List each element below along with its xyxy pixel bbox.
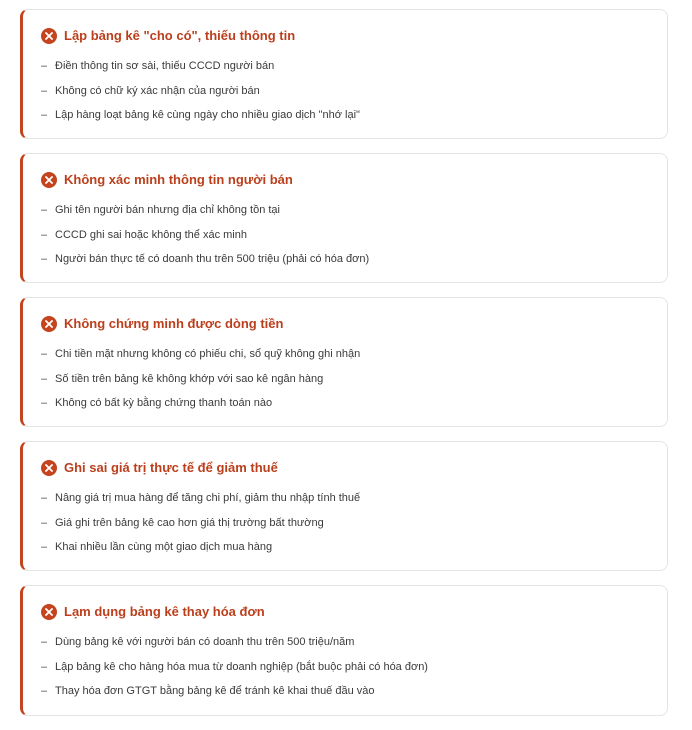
list-item <box>41 486 647 511</box>
dash-bullet: – <box>41 685 48 698</box>
list-item <box>41 198 647 223</box>
bullet-list <box>41 486 647 560</box>
close-circle-icon <box>41 28 57 44</box>
card-header <box>41 26 647 46</box>
item-text: Ghi tên người bán nhưng địa chỉ không tồn tại <box>55 204 280 217</box>
close-circle-icon <box>41 172 57 188</box>
bullet-list <box>41 54 647 128</box>
card-header <box>41 458 647 478</box>
list-item <box>41 367 647 392</box>
item-text: Người bán thực tế có doanh thu trên 500 triệu (phải có hóa đơn) <box>55 253 370 266</box>
mistake-card <box>20 153 668 283</box>
item-text: Dùng bảng kê với người bán có doanh thu trên 500 triệu/năm <box>55 636 355 649</box>
dash-bullet: – <box>41 372 48 385</box>
list-item <box>41 342 647 367</box>
mistake-card <box>20 9 668 139</box>
card-title: Ghi sai giá trị thực tế để giảm thuế <box>64 460 278 475</box>
item-text: Lập bảng kê cho hàng hóa mua từ doanh nghiệp (bắt buộc phải có hóa đơn) <box>55 660 428 673</box>
list-item <box>41 79 647 104</box>
list-item <box>41 391 647 416</box>
item-text: Không có bất kỳ bằng chứng thanh toán nào <box>55 397 273 410</box>
dash-bullet: – <box>41 492 48 505</box>
mistake-card <box>20 585 668 716</box>
item-text: Điền thông tin sơ sài, thiếu CCCD người bán <box>55 60 275 73</box>
card-title: Không chứng minh được dòng tiền <box>64 316 284 331</box>
item-text: Giá ghi trên bảng kê cao hơn giá thị trường bất thường <box>55 516 324 529</box>
item-text: CCCD ghi sai hoặc không thể xác minh <box>55 228 247 241</box>
list-item <box>41 655 647 680</box>
list-item <box>41 511 647 536</box>
bullet-list <box>41 198 647 272</box>
dash-bullet: – <box>41 397 48 410</box>
dash-bullet: – <box>41 109 48 122</box>
dash-bullet: – <box>41 204 48 217</box>
close-circle-icon <box>41 460 57 476</box>
item-text: Khai nhiều lần cùng một giao dịch mua hàng <box>55 541 273 554</box>
bullet-list <box>41 342 647 416</box>
card-title: Lập bảng kê "cho có", thiếu thông tin <box>64 28 296 43</box>
card-title: Lạm dụng bảng kê thay hóa đơn <box>64 604 265 619</box>
mistake-card <box>20 297 668 427</box>
dash-bullet: – <box>41 660 48 673</box>
list-item <box>41 54 647 79</box>
dash-bullet: – <box>41 636 48 649</box>
item-text: Lập hàng loạt bảng kê cùng ngày cho nhiều giao dịch "nhớ lại" <box>55 109 360 122</box>
dash-bullet: – <box>41 84 48 97</box>
item-text: Không có chữ ký xác nhận của người bán <box>55 84 260 97</box>
list-item <box>41 679 647 704</box>
item-text: Chi tiền mặt nhưng không có phiếu chi, sổ quỹ không ghi nhận <box>55 348 361 361</box>
item-text: Nâng giá trị mua hàng để tăng chi phí, giảm thu nhập tính thuế <box>55 492 361 505</box>
list-item <box>41 103 647 128</box>
close-circle-icon <box>41 316 57 332</box>
dash-bullet: – <box>41 348 48 361</box>
bullet-list <box>41 630 647 704</box>
list-item <box>41 630 647 655</box>
list-item <box>41 223 647 248</box>
dash-bullet: – <box>41 228 48 241</box>
dash-bullet: – <box>41 60 48 73</box>
item-text: Thay hóa đơn GTGT bằng bảng kê để tránh kê khai thuế đầu vào <box>55 685 375 698</box>
card-title: Không xác minh thông tin người bán <box>64 172 293 187</box>
card-header <box>41 602 647 622</box>
card-header <box>41 170 647 190</box>
list-item <box>41 247 647 272</box>
list-item <box>41 535 647 560</box>
dash-bullet: – <box>41 253 48 266</box>
item-text: Số tiền trên bảng kê không khớp với sao kê ngân hàng <box>55 372 324 385</box>
card-header <box>41 314 647 334</box>
mistake-card <box>20 441 668 571</box>
dash-bullet: – <box>41 516 48 529</box>
close-circle-icon <box>41 604 57 620</box>
dash-bullet: – <box>41 541 48 554</box>
